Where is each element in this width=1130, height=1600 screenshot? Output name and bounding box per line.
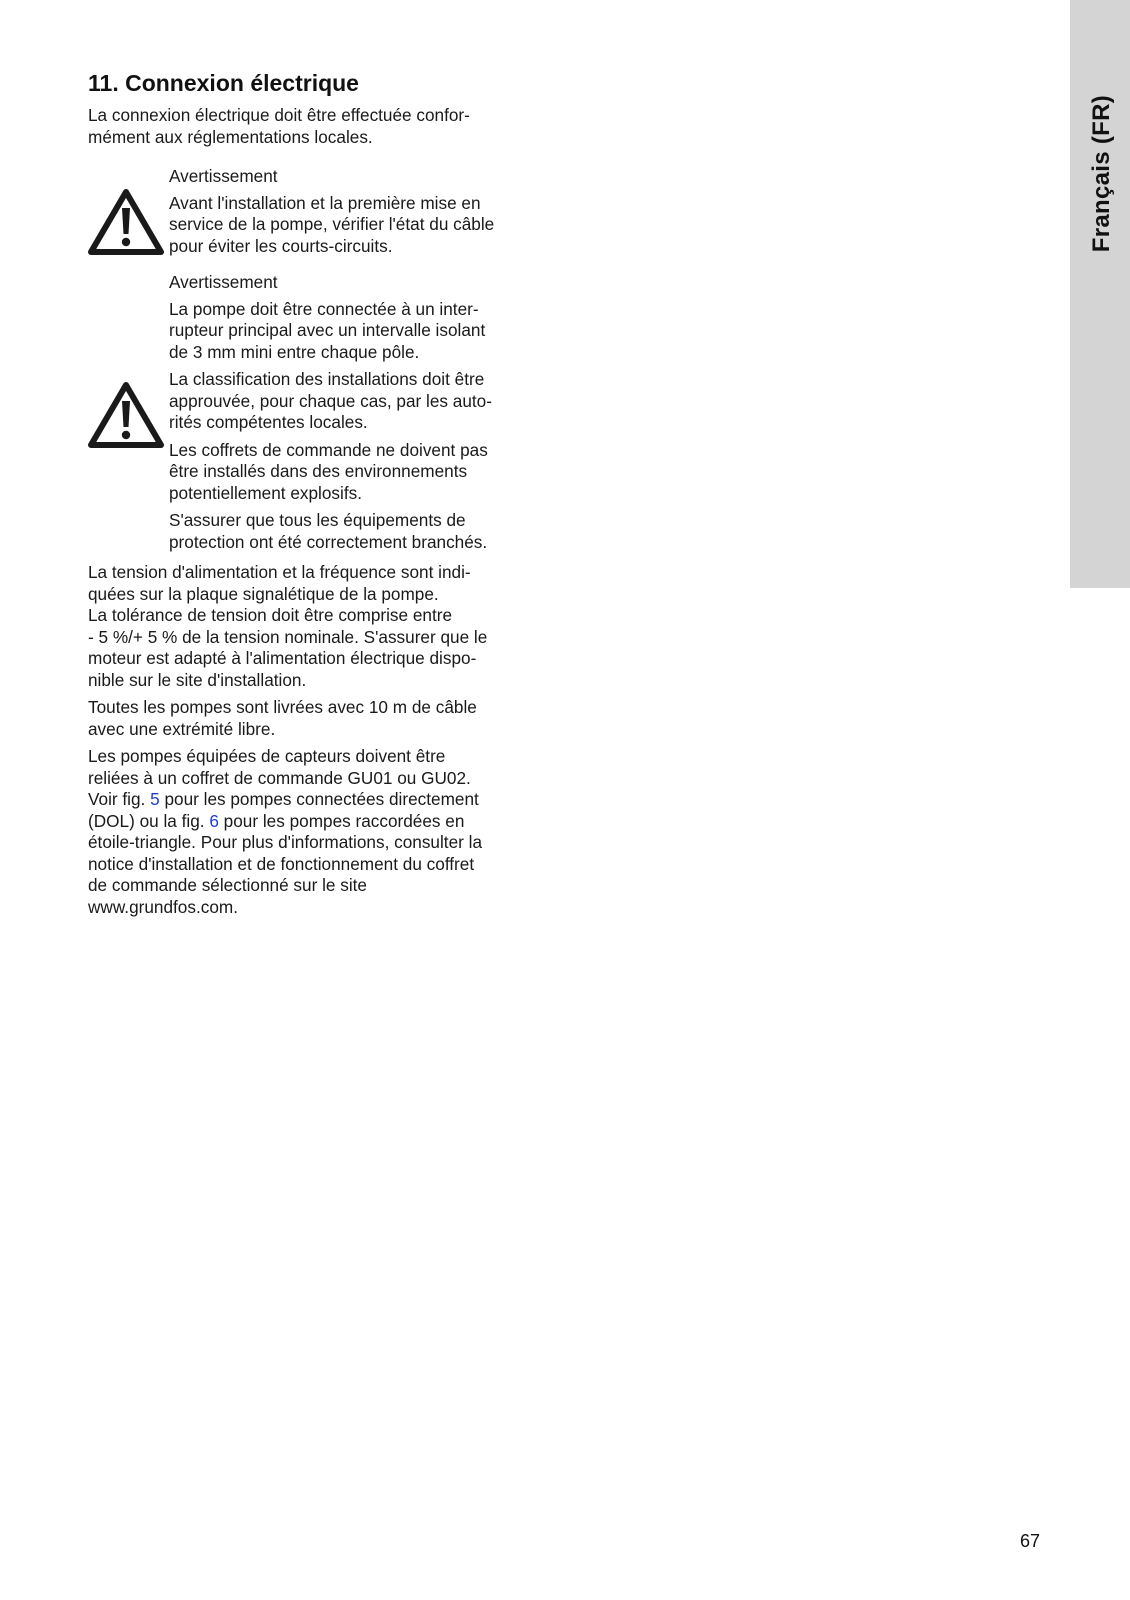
warning-paragraph — [169, 299, 548, 364]
text-line: avec une extrémité libre. — [88, 718, 276, 739]
text-line: approuvée, pour chaque cas, par les auto- — [169, 390, 492, 411]
warning-triangle-icon — [88, 188, 164, 256]
text-line: mément aux réglementations locales. — [88, 126, 373, 147]
text-line: Les pompes équipées de capteurs doivent être — [88, 746, 446, 766]
text-line: service de la pompe, vérifier l'état du câble — [169, 214, 495, 234]
warning-title: Avertissement — [169, 272, 278, 292]
warning-paragraph — [169, 369, 548, 434]
sensors-paragraph — [88, 746, 548, 918]
text-line: moteur est adapté à l'alimentation électrique dispo- — [88, 648, 477, 668]
warning-triangle-icon — [88, 381, 164, 449]
text-line: La pompe doit être connectée à un inter- — [169, 298, 479, 319]
warning-paragraph — [169, 440, 548, 505]
text-line: rités compétentes locales. — [169, 412, 368, 432]
inline-text: pour les pompes raccordées en — [218, 810, 465, 831]
text-line: nible sur le site d'installation. — [88, 669, 307, 690]
inline-text: Voir fig. — [88, 789, 151, 809]
language-side-tab — [1070, 0, 1130, 588]
text-line: La tension d'alimentation et la fréquence sont indi- — [88, 562, 471, 582]
page-content — [88, 68, 548, 918]
cable-paragraph — [88, 697, 548, 740]
text-line: étoile-triangle. Pour plus d'informations, consulter la — [88, 832, 483, 852]
voltage-paragraph — [88, 562, 548, 691]
text-line: - 5 %/+ 5 % de la tension nominale. S'assurer que le — [88, 626, 488, 647]
inline-text: (DOL) ou la fig. — [88, 810, 210, 831]
text-line: La classification des installations doit être — [169, 369, 485, 389]
text-line: S'assurer que tous les équipements de — [169, 510, 466, 530]
text-line: être installés dans des environnements — [169, 461, 468, 481]
text-line: Avant l'installation et la première mise en — [169, 192, 481, 213]
text-line: quées sur la plaque signalétique de la pompe. — [88, 583, 439, 604]
text-line: La tolérance de tension doit être comprise entre — [88, 605, 453, 625]
text-line: Toutes les pompes sont livrées avec 10 m de câble — [88, 697, 477, 717]
text-line: Les coffrets de commande ne doivent pas — [169, 439, 488, 460]
text-line: protection ont été correctement branchés. — [169, 531, 488, 552]
figure-5-link[interactable]: 5 — [150, 789, 160, 809]
section-heading: 11. Connexion électrique — [88, 70, 359, 96]
text-line: reliées à un coffret de commande GU01 ou GU02. — [88, 767, 471, 788]
warning-block-cable — [88, 166, 548, 257]
text-line: potentiellement explosifs. — [169, 482, 362, 503]
inline-text: pour les pompes connectées directement — [159, 789, 479, 809]
text-line: de commande sélectionné sur le site — [88, 875, 367, 895]
text-line: notice d'installation et de fonctionnement du coffret — [88, 853, 475, 874]
text-line: rupteur principal avec un intervalle isolant — [169, 320, 486, 340]
language-tab-label: Français (FR) — [1088, 95, 1115, 253]
figure-6-link[interactable]: 6 — [209, 810, 219, 831]
warning-title: Avertissement — [169, 166, 278, 186]
warning-block-switch — [88, 272, 548, 553]
page-number: 67 — [1020, 1531, 1041, 1551]
warning-paragraph — [169, 510, 548, 553]
text-line: pour éviter les courts-circuits. — [169, 235, 393, 256]
warning-paragraph — [169, 193, 548, 258]
text-line: de 3 mm mini entre chaque pôle. — [169, 341, 420, 362]
text-line — [88, 789, 548, 811]
text-line: La connexion électrique doit être effectuée confor- — [88, 105, 470, 125]
text-line — [88, 811, 548, 833]
text-line: www.grundfos.com. — [88, 896, 238, 917]
intro-paragraph — [88, 105, 548, 148]
